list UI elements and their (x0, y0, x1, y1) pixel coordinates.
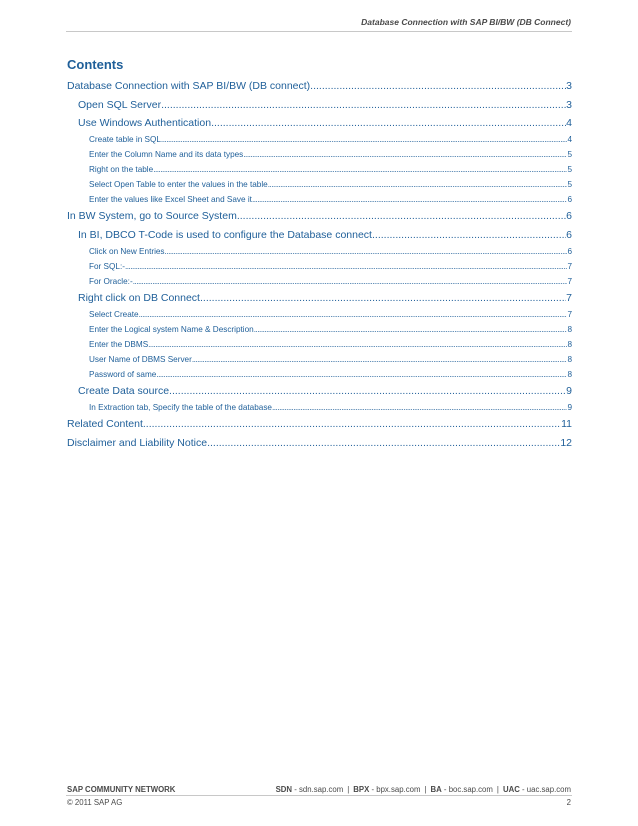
toc-entry[interactable] (67, 244, 572, 259)
toc-entry[interactable] (67, 114, 572, 132)
footer-links: SDN - sdn.sap.com | BPX - bpx.sap.com | BA - boc.sap.com | UAC - uac.sap.com (275, 785, 571, 794)
contents-title: Contents (67, 57, 124, 72)
footer-link-url[interactable]: boc.sap.com (448, 785, 493, 794)
toc-entry-title: Related Content (67, 418, 143, 430)
toc-dot-leader (268, 177, 568, 192)
toc-entry[interactable] (67, 400, 572, 415)
toc-entry-page: 6 (567, 247, 572, 256)
footer-link-label: UAC (502, 785, 520, 794)
toc-dot-leader (192, 352, 568, 367)
toc-entry-page: 8 (567, 325, 572, 334)
toc-entry-page: 8 (567, 340, 572, 349)
toc-entry-title: Enter the values like Excel Sheet and Save it (89, 195, 252, 204)
footer-copyright: © 2011 SAP AG (67, 798, 123, 807)
toc-entry[interactable] (67, 382, 572, 400)
table-of-contents (67, 77, 572, 453)
toc-dot-leader (207, 434, 560, 453)
toc-entry[interactable] (67, 147, 572, 162)
footer-separator: | (424, 785, 427, 794)
toc-dot-leader (161, 96, 566, 114)
toc-entry[interactable] (67, 77, 572, 96)
toc-entry-page: 11 (561, 418, 572, 430)
toc-entry-title: Select Open Table to enter the values in the table (89, 180, 268, 189)
toc-entry-title: Database Connection with SAP BI/BW (DB connect) (67, 80, 311, 92)
toc-entry-page: 7 (567, 262, 572, 271)
toc-dot-leader (243, 147, 567, 162)
toc-entry-page: 7 (567, 310, 572, 319)
toc-entry[interactable] (67, 162, 572, 177)
toc-dot-leader (143, 415, 561, 434)
toc-dot-leader (252, 192, 568, 207)
toc-entry-title: In BI, DBCO T-Code is used to configure the Database connect (78, 229, 372, 241)
toc-entry-title: Use Windows Authentication (78, 117, 212, 129)
toc-entry-title: For SQL:- (89, 262, 125, 271)
footer-network: SAP COMMUNITY NETWORK (67, 785, 176, 794)
toc-entry[interactable] (67, 367, 572, 382)
toc-entry-page: 8 (567, 355, 572, 364)
toc-dot-leader (372, 226, 566, 244)
toc-entry-page: 9 (566, 385, 572, 397)
toc-entry-title: Disclaimer and Liability Notice (67, 437, 208, 449)
toc-dot-leader (133, 274, 568, 289)
toc-entry-page: 6 (566, 210, 572, 222)
toc-dot-leader (165, 244, 568, 259)
toc-dot-leader (125, 259, 567, 274)
toc-entry-page: 6 (566, 229, 572, 241)
toc-entry-title: For Oracle:- (89, 277, 133, 286)
header-divider (66, 31, 572, 32)
toc-dot-leader (237, 207, 566, 226)
toc-dot-leader (200, 289, 566, 307)
toc-entry-title: Select Create (89, 310, 139, 319)
toc-entry-page: 7 (567, 277, 572, 286)
toc-dot-leader (161, 132, 568, 147)
toc-entry-title: Create Data source (78, 385, 170, 397)
footer-link-label: BPX (353, 785, 370, 794)
toc-entry-title: Right click on DB Connect (78, 292, 200, 304)
toc-entry-page: 5 (567, 150, 572, 159)
toc-entry-title: Open SQL Server (78, 99, 162, 111)
footer-separator: | (347, 785, 350, 794)
toc-entry[interactable] (67, 322, 572, 337)
toc-entry-page: 4 (566, 117, 572, 129)
toc-entry-page: 5 (567, 165, 572, 174)
toc-dot-leader (310, 77, 566, 96)
toc-entry-title: Enter the Logical system Name & Description (89, 325, 254, 334)
toc-dot-leader (148, 337, 567, 352)
toc-dot-leader (254, 322, 568, 337)
toc-dot-leader (153, 162, 567, 177)
footer-link-url[interactable]: bpx.sap.com (376, 785, 421, 794)
toc-entry-title: User Name of DBMS Server (89, 355, 192, 364)
toc-entry-title: Right on the table (89, 165, 154, 174)
toc-entry[interactable] (67, 177, 572, 192)
toc-entry-page: 12 (560, 437, 572, 449)
footer-link-url[interactable]: uac.sap.com (526, 785, 571, 794)
toc-entry[interactable] (67, 207, 572, 226)
toc-entry-page: 9 (567, 403, 572, 412)
toc-entry-title: In Extraction tab, Specify the table of the database (89, 403, 272, 412)
toc-entry-title: Click on New Entries (89, 247, 165, 256)
footer-link-label: BA (430, 785, 442, 794)
toc-entry-title: Password of same (89, 370, 157, 379)
footer-separator: | (496, 785, 499, 794)
footer-divider (66, 795, 572, 796)
toc-dot-leader (169, 382, 566, 400)
toc-entry-title: Enter the Column Name and its data types (89, 150, 244, 159)
toc-entry[interactable] (67, 434, 572, 453)
toc-entry-page: 6 (567, 195, 572, 204)
toc-entry-title: Create table in SQL (89, 135, 161, 144)
footer-link-label: SDN (275, 785, 293, 794)
toc-entry[interactable] (67, 337, 572, 352)
toc-dot-leader (272, 400, 567, 415)
footer-page-number: 2 (566, 798, 571, 807)
header-title: Database Connection with SAP BI/BW (DB Connect) (361, 17, 571, 27)
toc-entry-page: 3 (566, 99, 572, 111)
toc-entry-page: 5 (567, 180, 572, 189)
toc-entry[interactable] (67, 415, 572, 434)
toc-dot-leader (156, 367, 567, 382)
toc-entry-page: 3 (566, 80, 572, 92)
toc-entry[interactable] (67, 352, 572, 367)
footer-link-url[interactable]: sdn.sap.com (299, 785, 344, 794)
toc-dot-leader (211, 114, 566, 132)
toc-entry-title: In BW System, go to Source System (67, 210, 237, 222)
toc-entry[interactable] (67, 192, 572, 207)
toc-entry-page: 7 (566, 292, 572, 304)
toc-entry[interactable] (67, 289, 572, 307)
toc-entry-page: 4 (567, 135, 572, 144)
toc-entry[interactable] (67, 96, 572, 114)
toc-entry-page: 8 (567, 370, 572, 379)
toc-entry[interactable] (67, 307, 572, 322)
toc-entry[interactable] (67, 274, 572, 289)
toc-entry[interactable] (67, 132, 572, 147)
toc-entry[interactable] (67, 259, 572, 274)
toc-entry-title: Enter the DBMS (89, 340, 149, 349)
toc-entry[interactable] (67, 226, 572, 244)
toc-dot-leader (139, 307, 568, 322)
